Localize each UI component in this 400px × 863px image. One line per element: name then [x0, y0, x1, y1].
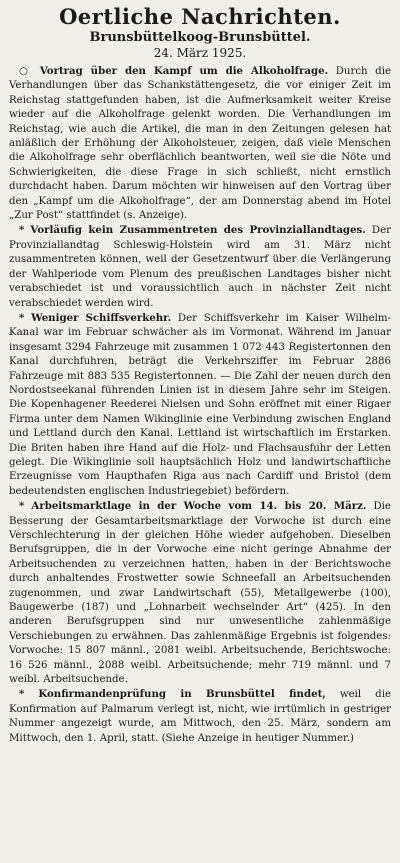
- article-schiffsverkehr: [9, 311, 391, 499]
- article-heading: Arbeitsmarktlage in der Woche vom 14. bis 20. März.: [31, 500, 367, 513]
- asterisk-bullet-icon: *: [19, 688, 25, 701]
- column-header: [9, 6, 391, 61]
- asterisk-bullet-icon: *: [19, 224, 25, 237]
- section-title: Oertliche Nachrichten.: [59, 4, 341, 29]
- article-heading: Vorläufig kein Zusammentreten des Provinziallandtages.: [30, 224, 366, 237]
- article-heading: Konfirmandenprüfung in Brunsbüttel findet,: [38, 688, 326, 701]
- article-heading: Weniger Schiffsverkehr.: [31, 311, 172, 324]
- article-alkoholfrage: [9, 64, 391, 223]
- article-body: Der Schiffsverkehr im Kaiser Wilhelm-Kanal war im Februar schwächer als im Vormonat. Während im Januar insgesamt 3294 Fahrzeuge mit zusammen 1 072 443 Registertonnen den Kanal durchfuhren, beträgt die Verkehrsziffer im Februar 2886 Fahrzeuge mit 883 535 Registertonnen. — Die Zahl der neuen durch den Nordostseekanal führenden Linien ist in diesem Jahre sehr im Steigen. Die Kopenhagener Reederei Nielsen und Sohn eröffnet mit einer Rigaer Firma unter dem Namen Wikinglinie eine Verbindung zwischen England und Lettland durch den Kanal. Lettland ist wirtschaftlich im Erstarken. Die Briten haben ihre Hand auf die Holz- und Flachsausfuhr der Letten gelegt. Die Wikinglinie soll hauptsächlich Holz und landwirtschaftliche Erzeugnisse vom Haupthafen Riga aus nach Cardiff und Bristol (dem bedeutendsten englischen Industriegebiet) befördern.: [9, 312, 392, 497]
- article-body: weil die Konfirmation auf Palmarum verlegt ist, nicht, wie irrtümlich in gestriger Nummer angezeigt wurde, am Mittwoch, den 25. März, sondern am Mittwoch, den 1. April, statt. (Siehe Anzeige in heutiger Nummer.): [9, 689, 391, 744]
- article-body: Der Provinziallandtag Schleswig-Holstein wird am 31. März nicht zusammentreten können, weil der Gesetzentwurf über die Verlängerung der Wahlperiode vom Plenum des preußischen Landtages bisher nicht verabschiedet ist und voraussichtlich auch in nächster Zeit nicht verabschiedet werden wird.: [9, 225, 391, 309]
- asterisk-bullet-icon: *: [19, 311, 25, 324]
- article-list: [9, 64, 391, 746]
- circle-bullet-icon: ○: [19, 65, 33, 77]
- article-provinziallandtag: [9, 223, 391, 310]
- locality-subtitle: Brunsbüttelkoog-Brunsbüttel.: [89, 30, 311, 45]
- article-arbeitsmarktlage: [9, 499, 391, 687]
- issue-date: 24. März 1925.: [153, 46, 247, 60]
- article-body: Die Besserung der Gesamtarbeitsmarktlage der Vorwoche ist durch eine Verschlechterung in der gleichen Höhe wieder aufgehoben. Dieselben Berufsgruppen, die in der Vorwoche eine nicht geringe Abnahme der Arbeitsuchenden zu verzeichnen hatten, haben in der Berichtswoche durch anhaltendes Frostwetter sowie Schneefall an Arbeitsuchenden zugenommen, und zwar Landwirtschaft (55), Metallgewerbe (100), Baugewerbe (187) und „Lohnarbeit wechselnder Art“ (425). In den anderen Berufsgruppen sind nur unwesentliche zahlenmäßige Verschiebungen zu erwähnen. Das zahlenmäßige Ergebnis ist folgendes: Vorwoche: 15 807 männl., 2081 weibl. Arbeitsuchende, Berichtswoche: 16 526 männl., 2088 weibl. Arbeitsuchende; mehr 719 männl. und 7 weibl. Arbeitsuchende.: [9, 501, 391, 686]
- article-konfirmandenpruefung: [9, 687, 391, 746]
- asterisk-bullet-icon: *: [19, 500, 25, 513]
- article-body: Durch die Verhandlungen über das Schankstättengesetz, die vor einiger Zeit im Reichstag stattgefunden haben, ist die Aufmerksamkeit weiter Kreise wieder auf die Alkoholfrage gelenkt worden. Die Verhandlungen im Reichstag, wie auch die Artikel, die man in den Zeitungen gelesen hat anläßlich der Erhöhung der Alkoholsteuer, zeigen, daß viele Menschen die Alkoholfrage sehr oberflächlich beantworten, weil sie die Nöte und Schwierigkeiten, die diese Frage in sich schließt, nicht ernstlich durchdacht haben. Darum möchten wir hinweisen auf den Vortrag über den „Kampf um die Alkoholfrage“, der am Donnerstag abend im Hotel „Zur Post“ stattfindet (s. Anzeige).: [9, 66, 391, 222]
- article-heading: Vortrag über den Kampf um die Alkoholfrage.: [39, 65, 329, 77]
